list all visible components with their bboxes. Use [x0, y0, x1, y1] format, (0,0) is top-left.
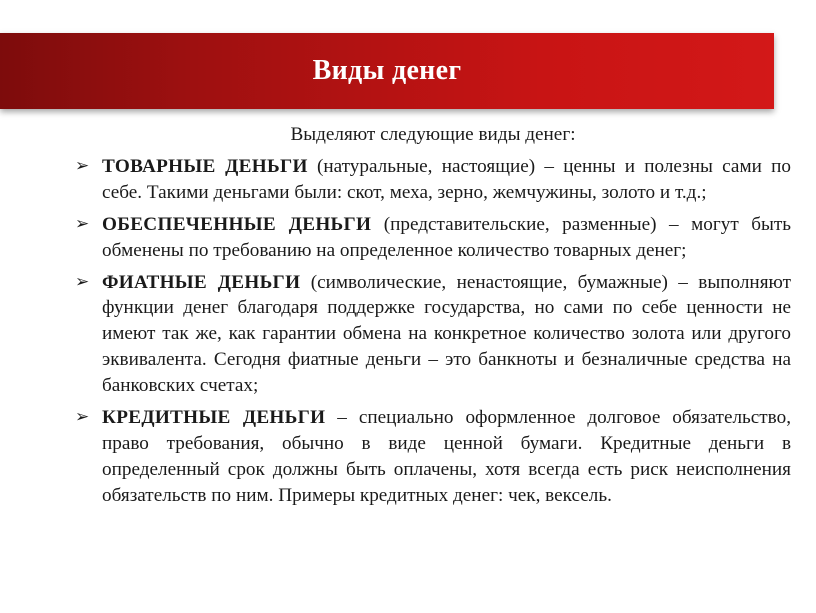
- arrow-bullet-icon: ➢: [75, 271, 90, 292]
- list-item-text: [102, 270, 791, 400]
- list-item-text: [102, 405, 791, 509]
- list-item: [75, 405, 791, 509]
- list-item: [75, 270, 791, 400]
- list-item-term: ФИАТНЫЕ ДЕНЬГИ: [102, 271, 301, 293]
- list-item-text: [102, 212, 791, 264]
- list-item-description: (натуральные, настоящие) – ценны и полезны сами по себе. Такими деньгами были: скот, меха, зерно, жемчужины, золото и т.д.;: [102, 155, 791, 203]
- list-item: [75, 154, 791, 206]
- list-item-term: ТОВАРНЫЕ ДЕНЬГИ: [102, 155, 308, 177]
- arrow-bullet-icon: ➢: [75, 213, 90, 234]
- slide-title: Виды денег: [312, 55, 462, 86]
- list-item-description: (символические, ненастоящие, бумажные) – выполняют функции денег благодаря поддержке государства, но сами по себе ценности не имеют так же, как гарантии обмена на конкретное количество золота или другого эквивалента. Сегодня фиатные деньги – это банкноты и безналичные средства на банковских счетах;: [102, 271, 791, 397]
- arrow-bullet-icon: ➢: [75, 407, 90, 428]
- list-item-term: ОБЕСПЕЧЕННЫЕ ДЕНЬГИ: [102, 213, 372, 235]
- list-item-term: КРЕДИТНЫЕ ДЕНЬГИ: [102, 407, 326, 429]
- list-item-text: [102, 154, 791, 206]
- intro-text: Выделяют следующие виды денег:: [290, 124, 576, 145]
- list-item-description: (представительские, разменные) – могут быть обменены по требованию на определенное количество товарных денег;: [102, 213, 791, 261]
- list-item: [75, 212, 791, 264]
- list-item-description: – специально оформленное долговое обязательство, право требования, обычно в виде ценной бумаги. Кредитные деньги в определенный срок должны быть оплачены, хотя всегда есть риск неисполнения обязательств по ним. Примеры кредитных денег: чек, вексель.: [102, 407, 792, 506]
- title-banner: [0, 33, 774, 109]
- slide-content: [75, 122, 791, 515]
- arrow-bullet-icon: ➢: [75, 155, 90, 176]
